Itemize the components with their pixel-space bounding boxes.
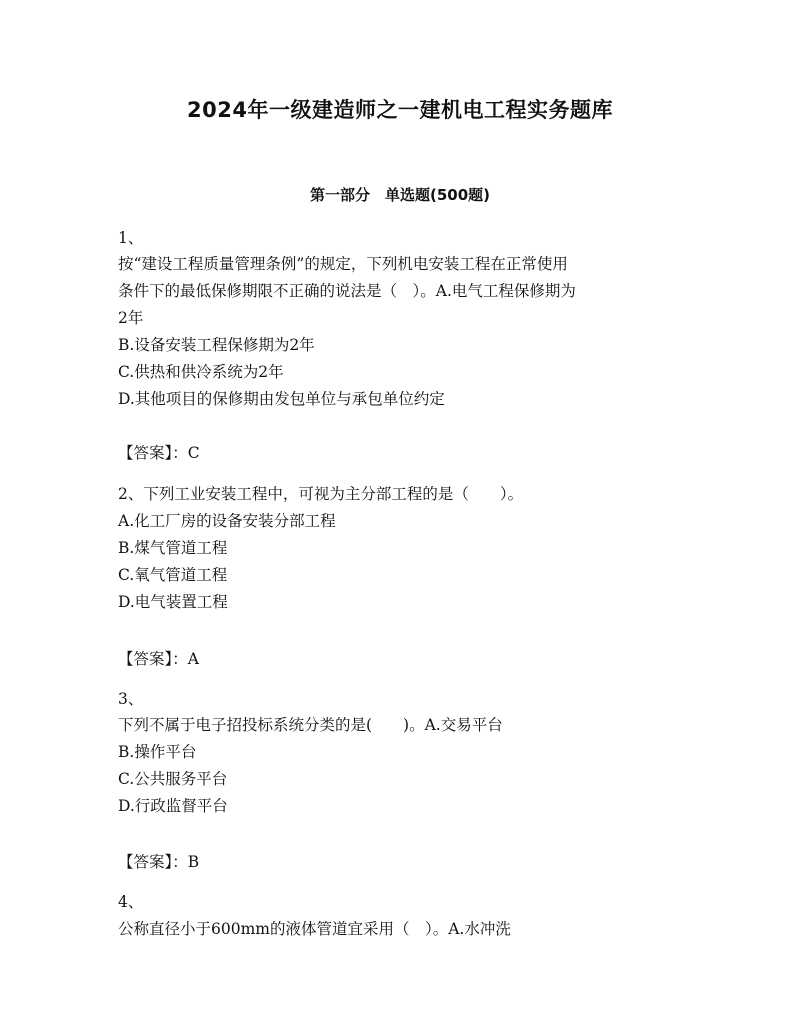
question-1-number: 1、 <box>118 229 144 247</box>
question-3-number: 3、 <box>118 690 144 708</box>
question-4-stem-line-1: 公称直径小于600mm的液体管道宜采用（ ）。A.水冲洗 <box>118 920 511 938</box>
question-3-option-b: B.操作平台 <box>118 743 197 761</box>
question-1-stem-line-3: 2年 <box>118 309 144 327</box>
question-1-stem-line-2: 条件下的最低保修期限不正确的说法是（ ）。A.电气工程保修期为 <box>118 282 576 300</box>
question-3-option-d: D.行政监督平台 <box>118 797 228 815</box>
question-3-stem-line-1: 下列不属于电子招投标系统分类的是( )。A.交易平台 <box>118 716 503 734</box>
section-heading: 第一部分 单选题(500题) <box>309 186 491 204</box>
question-3-answer: 【答案】：B <box>118 853 200 871</box>
document-title: 2024年一级建造师之一建机电工程实务题库 <box>187 98 613 122</box>
question-1-option-b: B.设备安装工程保修期为2年 <box>118 336 315 354</box>
question-1-option-d: D.其他项目的保修期由发包单位与承包单位约定 <box>118 390 445 408</box>
question-2-stem: 2、下列工业安装工程中，可视为主分部工程的是（ ）。 <box>118 485 524 503</box>
question-1-stem-line-1: 按“建设工程质量管理条例”的规定，下列机电安装工程在正常使用 <box>118 255 568 273</box>
question-2-option-a: A.化工厂房的设备安装分部工程 <box>118 512 336 530</box>
question-3-option-c: C.公共服务平台 <box>118 770 228 788</box>
question-2-option-c: C.氧气管道工程 <box>118 566 228 584</box>
question-1-answer: 【答案】：C <box>118 444 200 462</box>
question-2-option-b: B.煤气管道工程 <box>118 539 228 557</box>
question-4-number: 4、 <box>118 893 144 911</box>
question-2-answer: 【答案】：A <box>118 650 199 668</box>
question-1-option-c: C.供热和供冷系统为2年 <box>118 363 284 381</box>
question-2-option-d: D.电气装置工程 <box>118 593 228 611</box>
